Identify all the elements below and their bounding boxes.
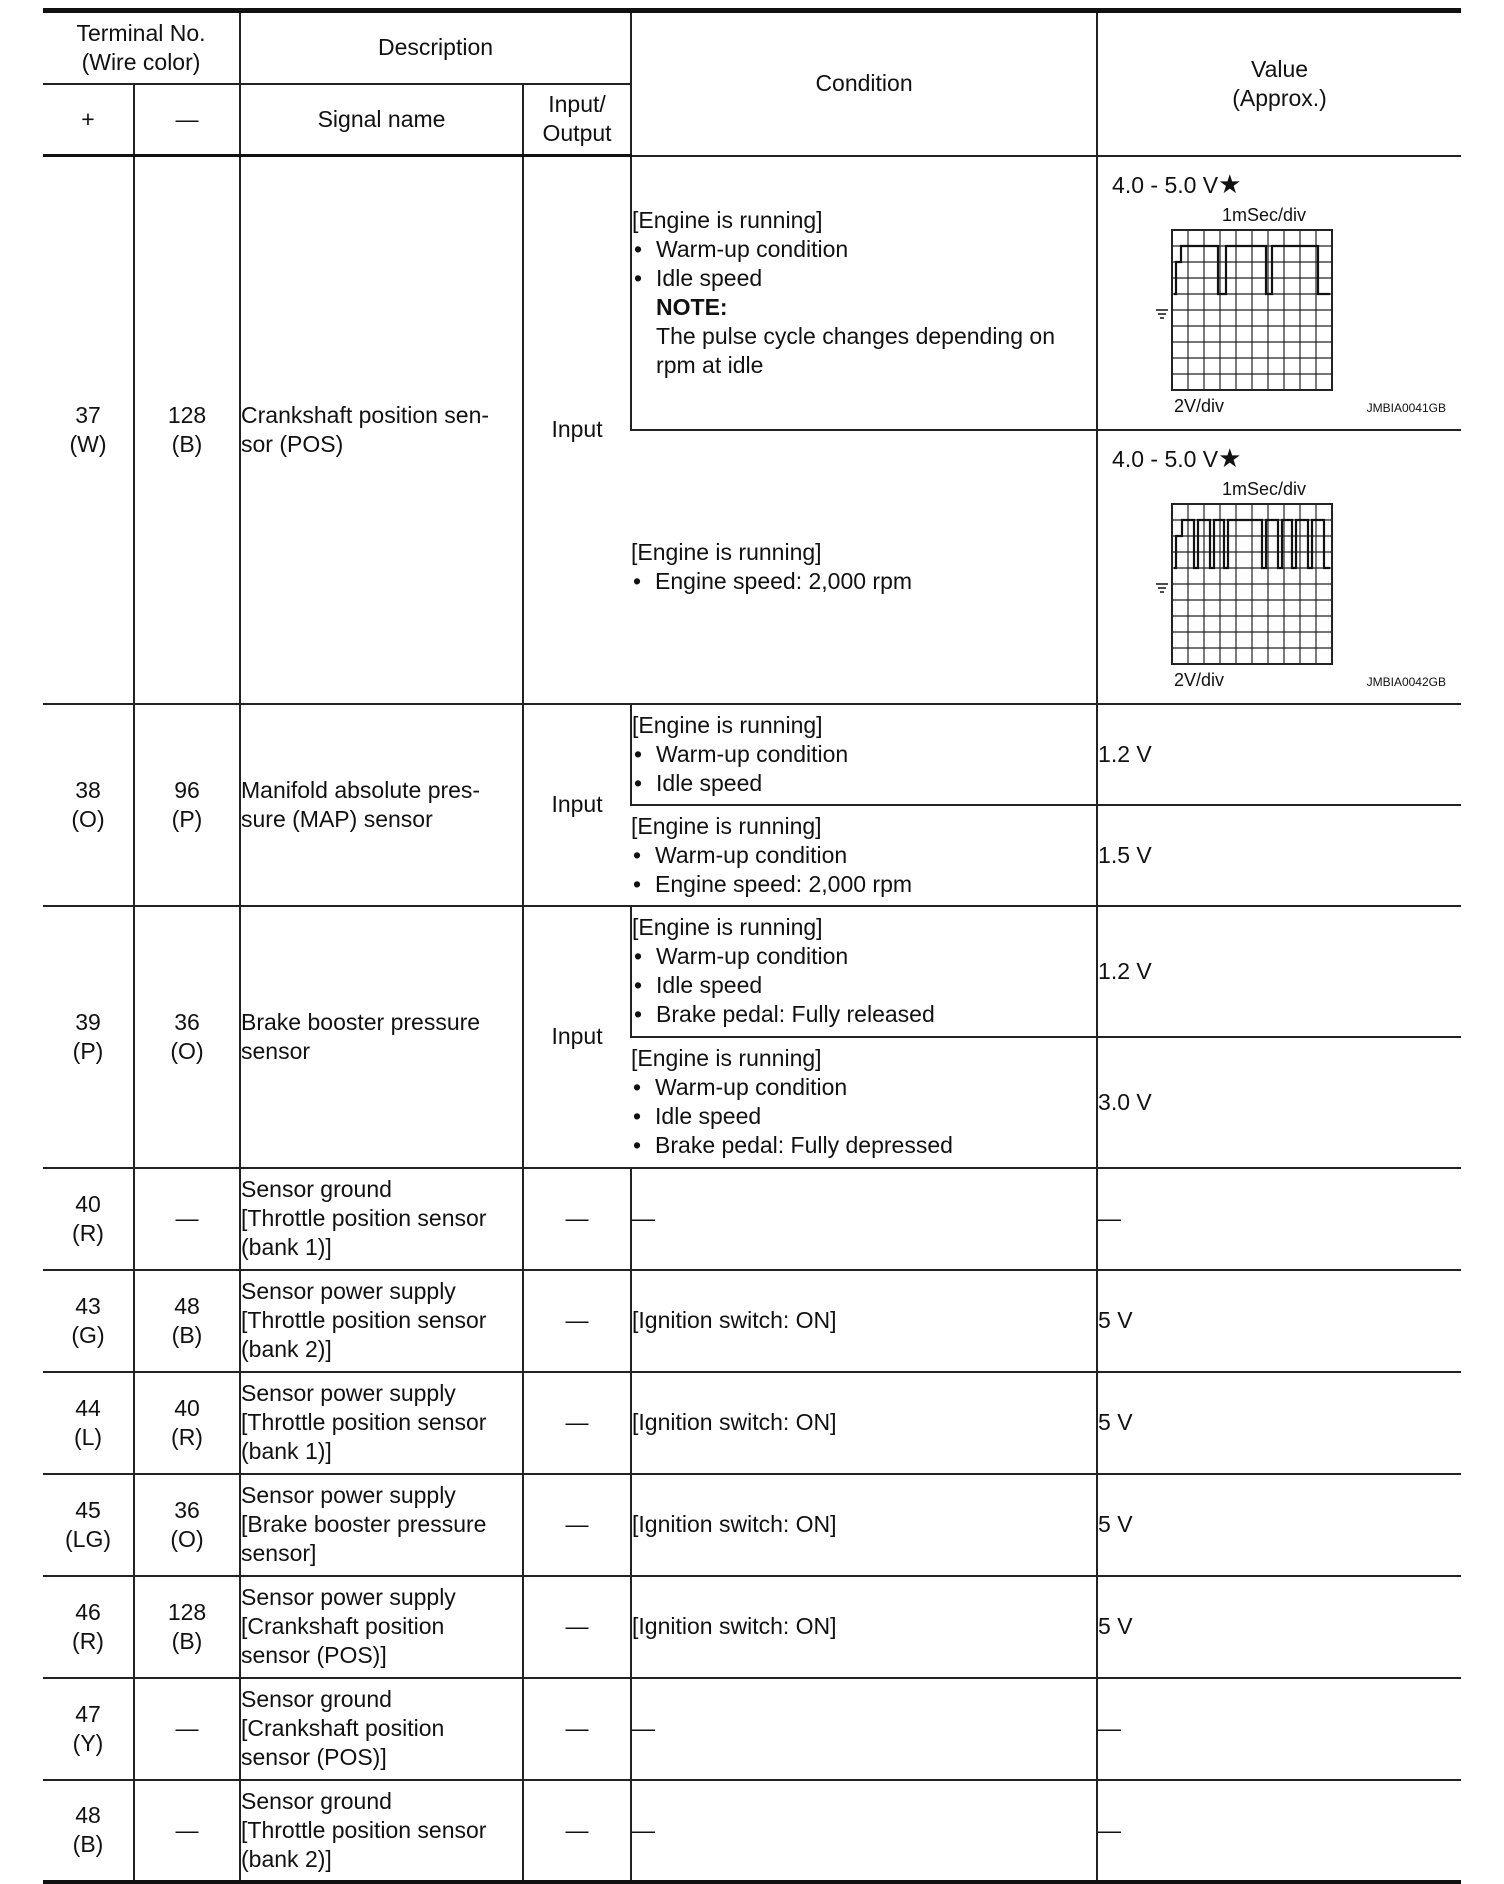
terminal-minus: 48 (B)	[134, 1270, 240, 1372]
value-cell	[1097, 430, 1461, 704]
terminal-minus: 36 (O)	[134, 1474, 240, 1576]
condition-cell	[631, 1037, 1097, 1168]
condition-list	[631, 1073, 1096, 1160]
terminal-minus: —	[134, 1678, 240, 1780]
condition-cell	[631, 805, 1097, 906]
condition-item: • Idle speed	[632, 971, 1096, 1000]
condition-item: • Warm-up condition	[632, 942, 1096, 971]
condition-item: • Engine speed: 2,000 rpm	[631, 870, 1096, 899]
value-cell	[1097, 156, 1461, 430]
condition-title: [Engine is running]	[631, 1045, 822, 1071]
value-text: 1.2 V	[1097, 906, 1461, 1037]
signal-name: Sensor ground [Throttle position sensor (bank 1)]	[240, 1168, 523, 1270]
condition-list	[632, 942, 1096, 1029]
condition-text: —	[631, 1780, 1097, 1882]
header-minus: —	[134, 84, 240, 156]
condition-text: [Ignition switch: ON]	[631, 1372, 1097, 1474]
scope-volt-scale: 2V/div	[1174, 395, 1225, 416]
condition-title: [Engine is running]	[631, 538, 822, 565]
scope-timebase: 1mSec/div	[1222, 204, 1307, 225]
header-condition: Condition	[631, 11, 1097, 156]
signal-name: Sensor power supply [Throttle position sensor (bank 1)]	[240, 1372, 523, 1474]
condition-list	[632, 740, 1096, 798]
terminal-plus: 38 (O)	[43, 704, 134, 906]
value-text: 1.2 V	[1097, 704, 1461, 805]
table-row	[43, 906, 1461, 1037]
table-row	[43, 1270, 1461, 1372]
io-type: —	[523, 1168, 631, 1270]
condition-item: • Brake pedal: Fully depressed	[631, 1131, 1096, 1160]
terminal-plus: 43 (G)	[43, 1270, 134, 1372]
condition-cell	[631, 156, 1097, 430]
value-text: 1.5 V	[1097, 805, 1461, 906]
terminal-plus: 44 (L)	[43, 1372, 134, 1474]
figure-code: JMBIA0041GB	[1366, 400, 1447, 415]
condition-cell	[631, 704, 1097, 805]
terminal-plus: 45 (LG)	[43, 1474, 134, 1576]
value-text: 4.0 - 5.0 V	[1112, 171, 1219, 198]
condition-item: • Warm-up condition	[631, 841, 1096, 870]
scope-timebase: 1mSec/div	[1222, 478, 1307, 499]
note-text: The pulse cycle changes depending on rpm at idle	[656, 322, 1055, 378]
value-text: 4.0 - 5.0 V	[1112, 445, 1219, 472]
header-plus: +	[43, 84, 134, 156]
signal-name: Sensor power supply [Throttle position sensor (bank 2)]	[240, 1270, 523, 1372]
terminal-minus: —	[134, 1780, 240, 1882]
condition-list	[631, 841, 1096, 899]
condition-item: • Warm-up condition	[631, 1073, 1096, 1102]
io-type: —	[523, 1678, 631, 1780]
value-text: 5 V	[1097, 1372, 1461, 1474]
condition-list	[631, 567, 1096, 596]
table-row	[43, 1372, 1461, 1474]
table-row	[43, 156, 1461, 430]
terminal-minus: 40 (R)	[134, 1372, 240, 1474]
terminal-plus: 46 (R)	[43, 1576, 134, 1678]
header-io: Input/ Output	[523, 84, 631, 156]
condition-title: [Engine is running]	[632, 206, 823, 233]
ground-icon	[1156, 310, 1168, 318]
condition-item: • Idle speed	[631, 1102, 1096, 1131]
terminal-minus: 128 (B)	[134, 1576, 240, 1678]
value-text: 5 V	[1097, 1474, 1461, 1576]
condition-item: • Engine speed: 2,000 rpm	[631, 567, 1096, 596]
condition-item: • Idle speed	[632, 264, 1096, 293]
star-icon: ★	[1218, 442, 1242, 473]
table-row	[43, 1168, 1461, 1270]
table-row	[43, 1780, 1461, 1882]
signal-name: Sensor power supply [Brake booster pressure sensor]	[240, 1474, 523, 1576]
oscilloscope-waveform-2000rpm	[1112, 474, 1448, 702]
condition-item: • Idle speed	[632, 769, 1096, 798]
note-heading: NOTE:	[656, 293, 728, 320]
terminal-minus: 128 (B)	[134, 156, 240, 704]
figure-code: JMBIA0042GB	[1366, 674, 1447, 689]
header-signal-name: Signal name	[240, 84, 523, 156]
ground-icon	[1156, 584, 1168, 592]
terminal-plus: 40 (R)	[43, 1168, 134, 1270]
header-terminal: Terminal No. (Wire color)	[43, 11, 240, 84]
signal-name: Sensor ground [Throttle position sensor (bank 2)]	[240, 1780, 523, 1882]
ecm-terminal-table	[43, 8, 1461, 1884]
condition-text: —	[631, 1678, 1097, 1780]
value-text: —	[1097, 1780, 1461, 1882]
condition-item: • Warm-up condition	[632, 740, 1096, 769]
signal-name: Sensor power supply [Crankshaft position sensor (POS)]	[240, 1576, 523, 1678]
io-type: Input	[523, 156, 631, 704]
scope-grid	[1172, 230, 1332, 390]
value-text: 5 V	[1097, 1576, 1461, 1678]
signal-name: Crankshaft position sen- sor (POS)	[240, 156, 523, 704]
condition-text: [Ignition switch: ON]	[631, 1576, 1097, 1678]
condition-title: [Engine is running]	[632, 711, 823, 738]
io-type: Input	[523, 704, 631, 906]
io-type: —	[523, 1270, 631, 1372]
terminal-minus: —	[134, 1168, 240, 1270]
table-row	[43, 1474, 1461, 1576]
condition-text: [Ignition switch: ON]	[631, 1270, 1097, 1372]
header-value: Value (Approx.)	[1097, 11, 1461, 156]
table-row	[43, 1576, 1461, 1678]
condition-item: • Brake pedal: Fully released	[632, 1000, 1096, 1029]
terminal-plus: 37 (W)	[43, 156, 134, 704]
table-row	[43, 1678, 1461, 1780]
io-type: Input	[523, 906, 631, 1168]
condition-list	[632, 235, 1096, 293]
scope-volt-scale: 2V/div	[1174, 669, 1225, 690]
header-description: Description	[240, 11, 631, 84]
oscilloscope-waveform-idle	[1112, 200, 1448, 428]
condition-cell	[631, 906, 1097, 1037]
signal-name: Manifold absolute pres- sure (MAP) sensor	[240, 704, 523, 906]
condition-text: [Ignition switch: ON]	[631, 1474, 1097, 1576]
value-text: —	[1097, 1168, 1461, 1270]
io-type: —	[523, 1780, 631, 1882]
terminal-minus: 36 (O)	[134, 906, 240, 1168]
table-row	[43, 704, 1461, 805]
terminal-plus: 39 (P)	[43, 906, 134, 1168]
signal-name: Sensor ground [Crankshaft position sensor (POS)]	[240, 1678, 523, 1780]
io-type: —	[523, 1372, 631, 1474]
star-icon: ★	[1218, 168, 1242, 199]
terminal-minus: 96 (P)	[134, 704, 240, 906]
terminal-plus: 48 (B)	[43, 1780, 134, 1882]
condition-title: [Engine is running]	[632, 914, 823, 940]
value-text: 5 V	[1097, 1270, 1461, 1372]
condition-cell	[631, 430, 1097, 704]
terminal-plus: 47 (Y)	[43, 1678, 134, 1780]
value-text: 3.0 V	[1097, 1037, 1461, 1168]
signal-name: Brake booster pressure sensor	[240, 906, 523, 1168]
condition-title: [Engine is running]	[631, 812, 822, 839]
condition-item: • Warm-up condition	[632, 235, 1096, 264]
io-type: —	[523, 1474, 631, 1576]
value-text: —	[1097, 1678, 1461, 1780]
io-type: —	[523, 1576, 631, 1678]
condition-text: —	[631, 1168, 1097, 1270]
